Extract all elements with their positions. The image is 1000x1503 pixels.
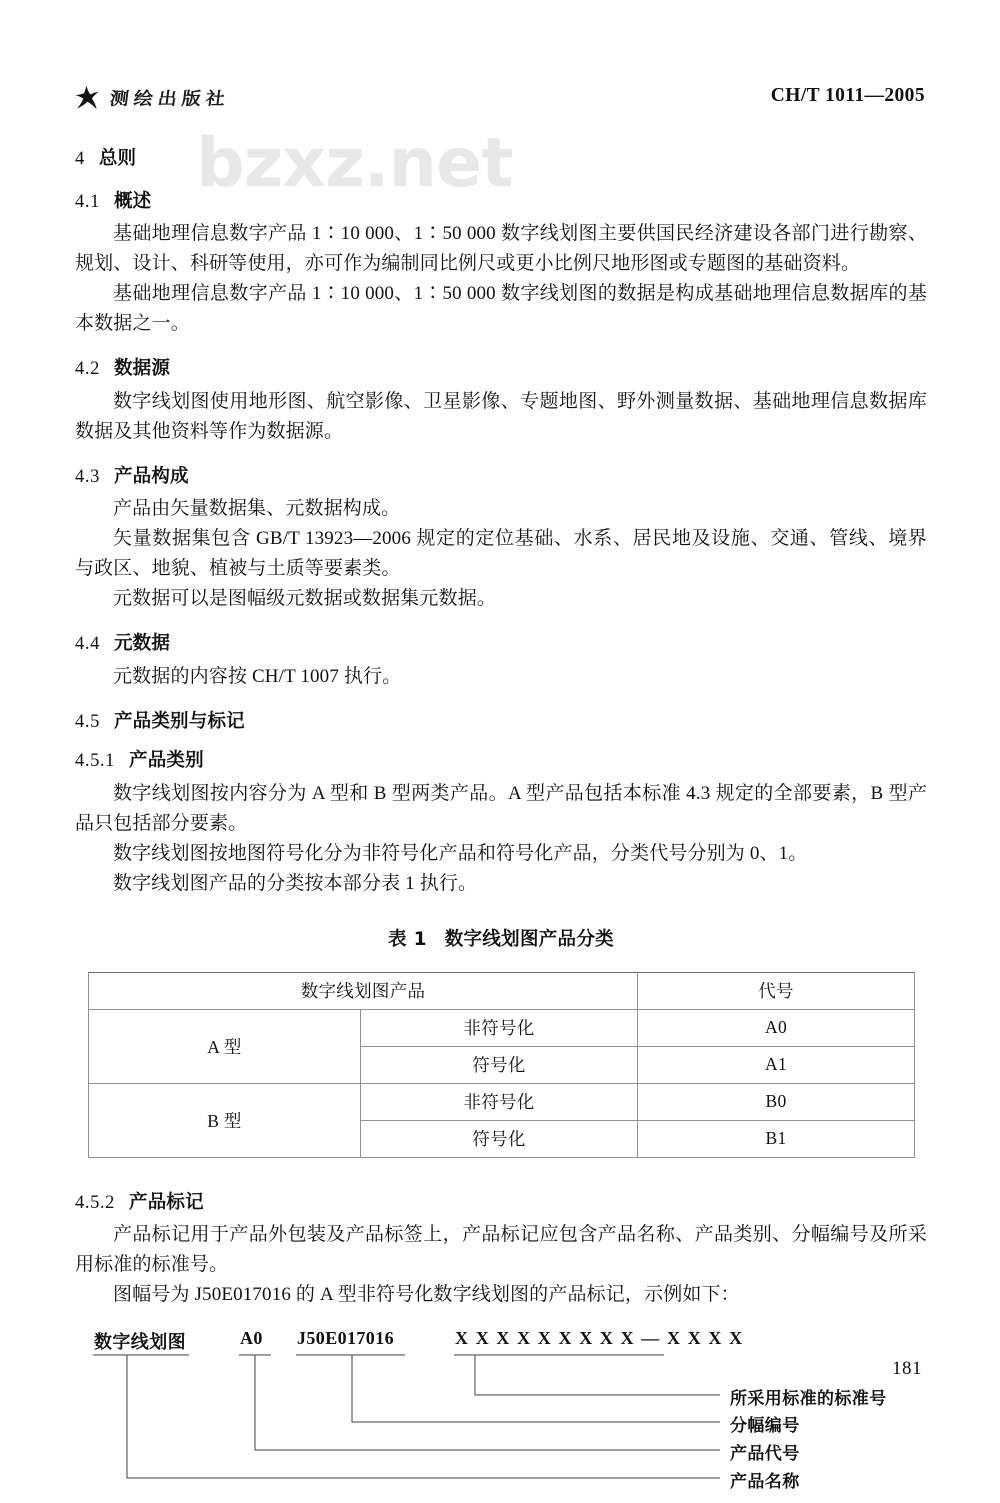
heading-4-5-title: 产品类别与标记 — [113, 710, 245, 732]
heading-4-3-number: 4.3 — [75, 466, 100, 487]
paragraph-4-3-2: 矢量数据集包含 GB/T 13923—2006 规定的定位基础、水系、居民地及设施、交通、管线、境界与政区、地貌、植被与土质等要素类。 — [75, 528, 927, 579]
heading-4-5-2 — [75, 1191, 927, 1213]
heading-4-1 — [75, 190, 927, 212]
cell-type-b: B 型 — [89, 1083, 361, 1157]
table-1-caption-label: 表 1 — [388, 928, 427, 950]
heading-4-2-title: 数据源 — [113, 358, 171, 379]
heading-4-1-title: 概述 — [113, 190, 152, 212]
marking-field-sheet-number: J50E017016 — [297, 1328, 395, 1348]
product-marking-diagram — [75, 1328, 927, 1503]
star-mark-icon — [75, 85, 99, 110]
heading-4-2 — [75, 360, 927, 379]
cell-symbolization: 符号化 — [361, 1046, 638, 1083]
cell-type-a: A 型 — [89, 1009, 361, 1083]
heading-4-5-2-number: 4.5.2 — [75, 1192, 115, 1213]
publisher-name: 测绘出版社 — [108, 88, 232, 109]
heading-4-5 — [75, 710, 927, 732]
marking-label-sheet-number: 分幅编号 — [730, 1416, 800, 1436]
marking-label-product-code: 产品代号 — [730, 1444, 800, 1464]
heading-4-4 — [75, 635, 927, 654]
table-header-product: 数字线划图产品 — [89, 972, 638, 1009]
table-row — [89, 1009, 915, 1046]
heading-4-3-title: 产品构成 — [113, 465, 189, 487]
cell-symbolization: 符号化 — [361, 1120, 638, 1157]
table-row — [89, 1083, 915, 1120]
heading-4-5-1 — [75, 752, 927, 771]
paragraph-4-5-2-2: 图幅号为 J50E017016 的 A 型非符号化数字线划图的产品标记，示例如下： — [113, 1284, 740, 1305]
table-1-caption-title: 数字线划图产品分类 — [444, 928, 614, 950]
paragraph-4-2-1: 数字线划图使用地形图、航空影像、卫星影像、专题地图、野外测量数据、基础地理信息数据库数据及其他资料等作为数据源。 — [75, 390, 927, 442]
paragraph-4-5-2-1: 产品标记用于产品外包装及产品标签上，产品标记应包含产品名称、产品类别、分幅编号及所采用标准的标准号。 — [75, 1224, 927, 1275]
paragraph-4-5-1-2: 数字线划图按地图符号化分为非符号化产品和符号化产品，分类代号分别为 0、1。 — [113, 842, 808, 864]
table-header-row — [89, 972, 915, 1009]
heading-4-2-number: 4.2 — [75, 359, 100, 379]
running-head — [75, 84, 925, 120]
marking-field-product-name: 数字线划图 — [94, 1332, 186, 1352]
paragraph-4-3-1: 产品由矢量数据集、元数据构成。 — [113, 498, 401, 519]
heading-4-title: 总则 — [98, 148, 137, 169]
paragraph-4-5-1-1: 数字线划图按内容分为 A 型和 B 型两类产品。A 型产品包括本标准 4.3 规定的全部要素，B 型产品只包括部分要素。 — [75, 782, 927, 834]
heading-4-5-number: 4.5 — [75, 711, 100, 732]
heading-4 — [75, 150, 927, 169]
marking-field-standard-number: X X X X X X X X X — X X X X — [455, 1328, 744, 1348]
cell-code: A0 — [638, 1009, 915, 1046]
paragraph-4-1-1: 基础地理信息数字产品 1∶10 000、1∶50 000 数字线划图主要供国民经济建设各部门进行勘察、规划、设计、科研等使用，亦可作为编制同比例尺或更小比例尺地形图或专题图的基础资料。 — [75, 223, 927, 274]
paragraph-4-4-1: 元数据的内容按 CH/T 1007 执行。 — [113, 665, 402, 687]
heading-4-4-number: 4.4 — [75, 634, 100, 654]
heading-4-5-2-title: 产品标记 — [129, 1191, 204, 1213]
cell-code: A1 — [638, 1046, 915, 1083]
cell-code: B0 — [638, 1083, 915, 1120]
cell-symbolization: 非符号化 — [361, 1009, 638, 1046]
heading-4-3 — [75, 465, 927, 487]
heading-4-5-1-number: 4.5.1 — [75, 751, 115, 771]
table-1-product-classification — [88, 972, 915, 1158]
marking-label-product-name: 产品名称 — [730, 1472, 800, 1492]
paragraph-4-5-1-3: 数字线划图产品的分类按本部分表 1 执行。 — [113, 872, 478, 894]
heading-4-1-number: 4.1 — [75, 191, 100, 212]
watermark-text: bzxz.net — [196, 124, 513, 203]
page-number: 181 — [892, 1358, 922, 1379]
table-1-caption — [75, 925, 927, 951]
heading-4-5-1-title: 产品类别 — [129, 750, 204, 771]
document-body — [75, 150, 927, 1503]
paragraph-4-3-3: 元数据可以是图幅级元数据或数据集元数据。 — [113, 588, 497, 609]
heading-4-4-title: 元数据 — [113, 633, 171, 654]
paragraph-4-1-2: 基础地理信息数字产品 1∶10 000、1∶50 000 数字线划图的数据是构成基础地理信息数据库的基本数据之一。 — [75, 283, 927, 334]
marking-label-standard-number: 所采用标准的标准号 — [730, 1389, 887, 1409]
cell-symbolization: 非符号化 — [361, 1083, 638, 1120]
cell-code: B1 — [638, 1120, 915, 1157]
heading-4-number: 4 — [75, 149, 85, 169]
marking-field-product-code: A0 — [240, 1328, 263, 1348]
publisher-logo — [75, 84, 230, 111]
standard-code: CH/T 1011—2005 — [770, 85, 925, 106]
table-header-code: 代号 — [638, 972, 915, 1009]
